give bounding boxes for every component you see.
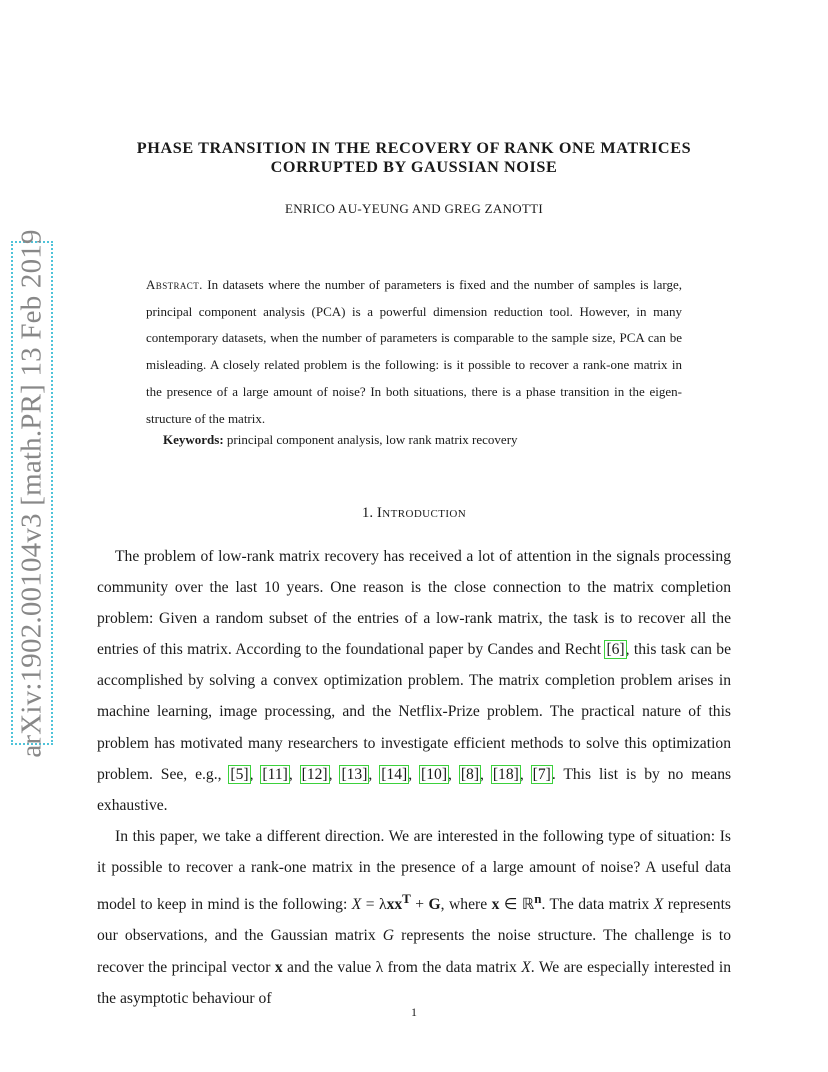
authors: ENRICO AU-YEUNG AND GREG ZANOTTI — [284, 201, 544, 216]
para2-text-1: In this paper, we take a different direction. We are interested in the following type of situation: Is it possible to recover a rank-one matrix in the presence of a large amount of noise? A useful data model to keep in mind is the following: — [97, 828, 731, 914]
abstract-text: In datasets where the number of parameters is fixed and the number of samples is large, principal component analysis (PCA) is a powerful dimension reduction tool. However, in many contemporary datasets, when the number of parameters is comparable to the sample size, PCA can be misleading. A closely related problem is the following: is it possible to recover a rank-one matrix in the presence of a large amount of noise? In both situations, there is a phase transition in the eigen-structure of the matrix. — [146, 277, 682, 426]
section-number: 1. — [361, 505, 374, 521]
citation-14[interactable]: [14] — [381, 765, 408, 783]
paragraph-2 — [97, 821, 731, 1014]
citation-11[interactable]: [11] — [262, 765, 288, 783]
math-eq: = λ — [361, 896, 387, 914]
math-plus: + — [410, 896, 429, 914]
para2-text-2: , where — [440, 896, 492, 914]
paragraph-1: The problem of low-rank matrix recovery has received a lot of attention in the signals processing community over the last 10 years. One reason is the close connection to the matrix completion problem: Given a random subset of the entries of a low-rank matrix, the task is to recover all the entries of this matrix. According to the foundational paper by Candes and Recht [6], this task can be accomplished by solving a convex optimization problem. The matrix completion problem arises in machine learning, image processing, and the Netflix-Prize problem. The practical nature of this problem has motivated many researchers to investigate efficient methods to solve this optimization problem. See, e.g., [5], [11], [12], [13], [14], [10], [8], [18], [7]. This list is by no means exhaustive. — [97, 548, 732, 814]
para2-text-7: . We are especially interested in the asymptotic behaviour of — [97, 958, 731, 1007]
arxiv-stamp — [11, 228, 53, 758]
math-G-2: G — [382, 927, 395, 945]
para1-text-2: , this task can be accomplished by solving a convex optimization problem. The matrix completion problem arises in machine learning, image processing, and the Netflix-Prize problem. The practical nature of this problem has motivated many researchers to investigate efficient methods to solve this optimization problem. See, e.g., — [97, 641, 731, 783]
title-line-1: PHASE TRANSITION IN THE RECOVERY OF RANK ONE MATRICES — [136, 139, 692, 157]
citation-10[interactable]: [10] — [421, 765, 448, 783]
math-transpose: T — [402, 891, 411, 907]
math-n: n — [534, 891, 542, 907]
citation-13[interactable]: [13] — [341, 765, 368, 783]
math-x-2: x — [274, 958, 283, 976]
section-heading — [90, 505, 738, 522]
math-X: X — [351, 896, 362, 914]
para1-text-1: The problem of low-rank matrix recovery has received a lot of attention in the signals processing community over the last 10 years. One reason is the close connection to the matrix completion problem: Given a random subset of the entries of a low-rank matrix, the task is to recover all the entries of this matrix. According to the foundational paper by Candes and Recht — [97, 548, 731, 659]
math-x: x — [491, 896, 500, 914]
para2-text-6: and the value λ from the data matrix — [282, 958, 522, 976]
keywords-label: Keywords: — [163, 432, 224, 447]
math-in-R: ∈ ℝ — [499, 896, 535, 914]
math-xx: xx — [386, 896, 403, 914]
citation-7[interactable]: [7] — [532, 765, 551, 783]
citation-12[interactable]: [12] — [301, 765, 328, 783]
citation-6[interactable]: [6] — [606, 641, 625, 659]
para2-text-3: . The data matrix — [541, 896, 654, 914]
para2-text-4: represents our observations, and the Gaussian matrix — [97, 896, 731, 945]
keywords — [163, 432, 683, 448]
citation-8[interactable]: [8] — [460, 765, 480, 783]
arxiv-id: arXiv:1902.00104v3 [math.PR] 13 Feb 2019 — [15, 228, 48, 758]
page-number: 1 — [411, 1005, 417, 1019]
title-line-2: CORRUPTED BY GAUSSIAN NOISE — [270, 158, 558, 176]
abstract-label: Abstract. — [146, 277, 203, 292]
section-title: Introduction — [376, 505, 467, 521]
math-X-3: X — [521, 958, 531, 976]
math-X-2: X — [653, 896, 664, 914]
citation-5[interactable]: [5] — [230, 765, 249, 783]
math-G: G — [428, 896, 441, 914]
paper-title — [90, 139, 738, 177]
keywords-text: principal component analysis, low rank matrix recovery — [226, 432, 518, 447]
abstract — [146, 272, 682, 432]
citation-18[interactable]: [18] — [492, 765, 519, 783]
para1-text-3: . This list is by no means exhaustive. — [97, 765, 732, 814]
para2-text-5: represents the noise structure. The challenge is to recover the principal vector — [97, 927, 731, 976]
